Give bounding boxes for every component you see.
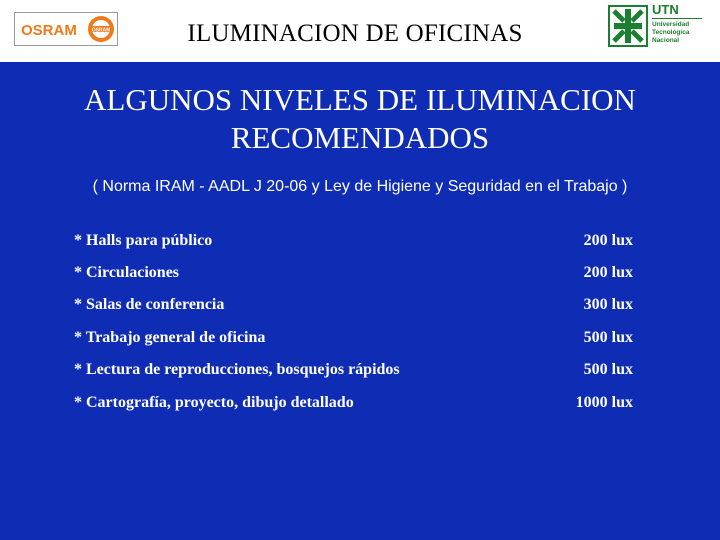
list-item-label: * Trabajo general de oficina: [74, 329, 266, 346]
list-item: [0, 232, 720, 254]
utn-logo: [606, 3, 706, 53]
utn-emblem-icon: [606, 3, 650, 49]
norma-reference: ( Norma IRAM - AADL J 20-06 y Ley de Higiene y Seguridad en el Trabajo ): [92, 178, 628, 195]
slide-title-line-1: ALGUNOS NIVELES DE ILUMINACION: [84, 82, 636, 117]
list-item-label: * Circulaciones: [74, 264, 180, 281]
list-item: [0, 361, 720, 383]
utn-line-3: Nacional: [652, 37, 680, 44]
utn-line-2: Tecnológica: [652, 29, 690, 36]
list-item-value: 500 lux: [583, 329, 633, 346]
svg-text:OSRAM: OSRAM: [91, 27, 111, 34]
list-item-label: * Cartografía, proyecto, dibujo detallado: [74, 394, 354, 411]
list-item-value: 500 lux: [583, 361, 633, 378]
list-item-value: 300 lux: [583, 296, 633, 313]
list-item-label: * Lectura de reproducciones, bosquejos rápidos: [74, 361, 400, 378]
list-item-value: 200 lux: [583, 264, 633, 281]
list-item-value: 200 lux: [583, 232, 633, 249]
osram-logo: [14, 12, 118, 46]
svg-text:OSRAM: OSRAM: [21, 22, 77, 39]
list-item-label: * Halls para público: [74, 232, 213, 249]
header-bar: [0, 0, 720, 62]
list-item-value: 1000 lux: [575, 394, 633, 411]
slide-title-line-2: RECOMENDADOS: [230, 120, 490, 155]
list-item: [0, 264, 720, 286]
utn-line-1: Universidad: [652, 21, 690, 28]
header-title: ILUMINACION DE OFICINAS: [187, 20, 523, 47]
utn-acronym: UTN: [652, 2, 679, 17]
list-item: [0, 296, 720, 318]
list-item: [0, 394, 720, 416]
list-item-label: * Salas de conferencia: [74, 296, 225, 313]
main-panel: [0, 62, 720, 540]
slide-title: [0, 81, 720, 157]
list-item: [0, 329, 720, 351]
